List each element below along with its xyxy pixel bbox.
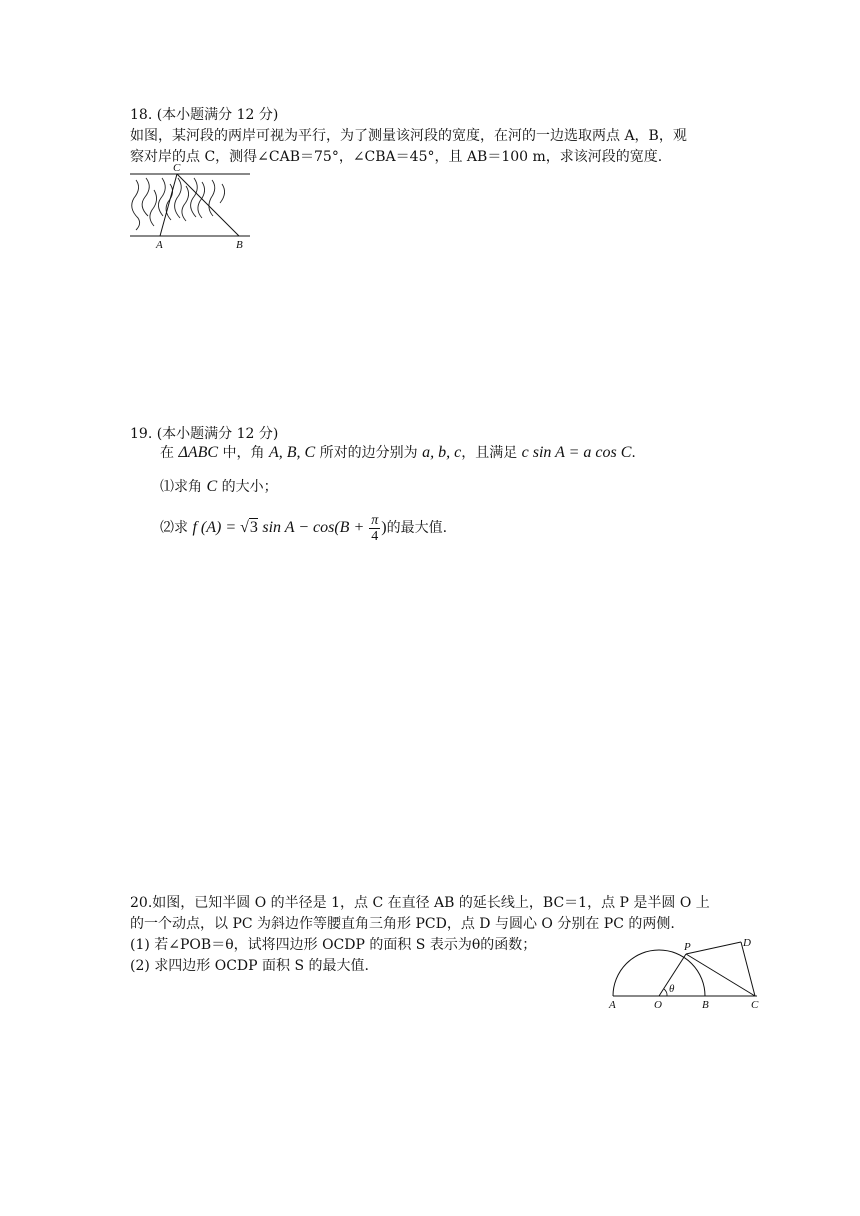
q19-stem-text: 在 bbox=[160, 445, 174, 461]
q19-sqrt-3: 3 bbox=[249, 519, 258, 536]
q19-stem-text: ，且满足 bbox=[461, 445, 518, 461]
q20-label-A: A bbox=[609, 999, 616, 1011]
q19-function: f (A) = bbox=[192, 519, 241, 536]
q19-stem bbox=[160, 443, 636, 463]
q19-header: 19. (本小题满分 12 分) bbox=[130, 426, 279, 442]
q19-stem-text: 所对的边分别为 bbox=[319, 445, 418, 461]
q20-label-O: O bbox=[654, 999, 662, 1011]
q20-label-theta: θ bbox=[669, 983, 675, 995]
q18-label-B: B bbox=[236, 239, 243, 251]
q18-label-A: A bbox=[156, 239, 163, 251]
q19-angles: A, B, C bbox=[268, 444, 316, 461]
q19-stem-text: 中，角 bbox=[222, 445, 265, 461]
q19-part1-var: C bbox=[206, 478, 218, 495]
q20-semicircle-figure bbox=[605, 934, 765, 1010]
line-PC bbox=[686, 954, 755, 996]
angle-theta-arc bbox=[664, 989, 667, 996]
q19-part1-text: ⑴求角 bbox=[160, 479, 202, 495]
q20-text-line1: 20.如图，已知半圆 O 的半径是 1，点 C 在直径 AB 的延长线上，BC＝1，点 P 是半圆 O 上 bbox=[130, 895, 710, 911]
q19-part1 bbox=[160, 477, 278, 497]
line-CB bbox=[177, 174, 239, 236]
q20-label-B: B bbox=[702, 999, 709, 1011]
q19-condition: c sin A = a cos C bbox=[521, 444, 632, 461]
q20-part2: (2) 求四边形 OCDP 面积 S 的最大值. bbox=[130, 958, 369, 974]
q19-part2-text: ⑵求 bbox=[160, 520, 188, 536]
river-water-hatching bbox=[132, 178, 225, 230]
q20-label-C: C bbox=[751, 999, 759, 1011]
q19-sides: a, b, c bbox=[422, 444, 462, 461]
line-PD bbox=[686, 942, 741, 954]
q20-text-line2: 的一个动点，以 PC 为斜边作等腰直角三角形 PCD，点 D 与圆心 O 分别在 PC 的两侧. bbox=[130, 916, 675, 932]
q19-part2-text: 的最大值. bbox=[386, 520, 448, 536]
q18-text-line2: 察对岸的点 C，测得∠CAB＝75°，∠CBA＝45°，且 AB＝100 m，求该河段的宽度. bbox=[130, 149, 663, 165]
q20-label-D: D bbox=[743, 937, 751, 949]
q19-stem-end: . bbox=[631, 445, 636, 461]
q19-paren: ) bbox=[381, 519, 387, 536]
q18-header: 18. (本小题满分 12 分) bbox=[130, 107, 279, 123]
line-DC bbox=[741, 942, 755, 996]
q18-river-figure bbox=[128, 160, 253, 252]
q19-expression: sin A − cos(B + bbox=[262, 519, 369, 536]
q19-frac-den: 4 bbox=[371, 528, 379, 544]
q20-label-P: P bbox=[684, 941, 691, 953]
q18-label-C: C bbox=[173, 162, 181, 174]
q19-part2: ⑵求 f (A) = √3 sin A − cos(B + $\frac{\pi}{4}$ )的最大值. bbox=[160, 512, 448, 544]
q18-text-line1: 如图，某河段的两岸可视为平行，为了测量该河段的宽度，在河的一边选取两点 A，B，观 bbox=[130, 128, 687, 144]
q19-frac-num: π bbox=[371, 512, 379, 528]
q20-part1: (1) 若∠POB＝θ，试将四边形 OCDP 的面积 S 表示为θ的函数； bbox=[130, 937, 537, 953]
q19-triangle: ΔABC bbox=[178, 444, 219, 461]
q19-part1-text: 的大小； bbox=[221, 479, 278, 495]
q19-fraction bbox=[369, 513, 380, 544]
